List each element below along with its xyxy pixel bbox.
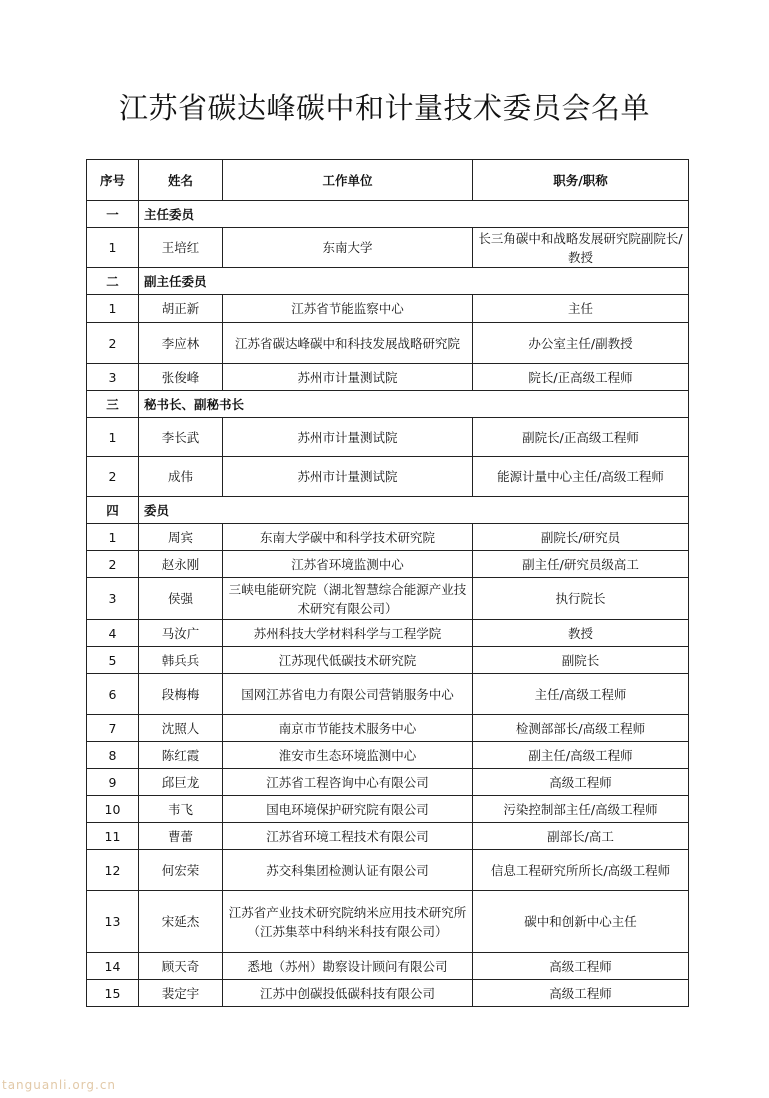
cell-position: 副主任/高级工程师 (473, 742, 689, 769)
cell-name: 胡正新 (139, 295, 223, 323)
cell-name: 赵永刚 (139, 551, 223, 578)
section-row (87, 497, 689, 524)
table-row (87, 418, 689, 457)
table-row (87, 228, 689, 268)
cell-unit: 三峡电能研究院（湖北智慧综合能源产业技术研究有限公司） (223, 578, 473, 620)
cell-unit: 江苏省节能监察中心 (223, 295, 473, 323)
table-row (87, 457, 689, 497)
cell-seq: 14 (87, 953, 139, 980)
member-table (86, 159, 689, 1007)
cell-unit: 江苏省产业技术研究院纳米应用技术研究所（江苏集萃中科纳米科技有限公司） (223, 891, 473, 953)
cell-seq: 8 (87, 742, 139, 769)
cell-seq: 2 (87, 457, 139, 497)
table-row (87, 715, 689, 742)
cell-name: 顾天奇 (139, 953, 223, 980)
header-seq: 序号 (87, 160, 139, 201)
table-row (87, 551, 689, 578)
section-number: 一 (87, 201, 139, 228)
cell-name: 何宏荣 (139, 850, 223, 891)
cell-unit: 淮安市生态环境监测中心 (223, 742, 473, 769)
cell-name: 李应林 (139, 323, 223, 364)
cell-position: 副院长/正高级工程师 (473, 418, 689, 457)
table-row (87, 323, 689, 364)
table-row (87, 578, 689, 620)
table-row (87, 524, 689, 551)
header-name: 姓名 (139, 160, 223, 201)
table-row (87, 953, 689, 980)
cell-seq: 10 (87, 796, 139, 823)
cell-position: 副主任/研究员级高工 (473, 551, 689, 578)
cell-seq: 1 (87, 228, 139, 268)
cell-unit: 苏交科集团检测认证有限公司 (223, 850, 473, 891)
cell-seq: 4 (87, 620, 139, 647)
table-row (87, 823, 689, 850)
cell-name: 曹蕾 (139, 823, 223, 850)
section-number: 三 (87, 391, 139, 418)
cell-name: 邱巨龙 (139, 769, 223, 796)
header-position: 职务/职称 (473, 160, 689, 201)
cell-unit: 国电环境保护研究院有限公司 (223, 796, 473, 823)
cell-name: 沈照人 (139, 715, 223, 742)
cell-name: 王培红 (139, 228, 223, 268)
cell-position: 高级工程师 (473, 953, 689, 980)
table-header-row (87, 160, 689, 201)
cell-unit: 江苏现代低碳技术研究院 (223, 647, 473, 674)
table-row (87, 891, 689, 953)
cell-position: 碳中和创新中心主任 (473, 891, 689, 953)
cell-name: 段梅梅 (139, 674, 223, 715)
cell-name: 李长武 (139, 418, 223, 457)
cell-position: 高级工程师 (473, 769, 689, 796)
cell-position: 副部长/高工 (473, 823, 689, 850)
cell-name: 侯强 (139, 578, 223, 620)
cell-seq: 2 (87, 551, 139, 578)
cell-position: 副院长/研究员 (473, 524, 689, 551)
cell-position: 副院长 (473, 647, 689, 674)
cell-seq: 15 (87, 980, 139, 1007)
document-title: 江苏省碳达峰碳中和计量技术委员会名单 (118, 91, 650, 125)
table-row (87, 980, 689, 1007)
section-label: 副主任委员 (139, 268, 689, 295)
cell-seq: 13 (87, 891, 139, 953)
table-row (87, 742, 689, 769)
section-number: 四 (87, 497, 139, 524)
cell-position: 检测部部长/高级工程师 (473, 715, 689, 742)
table-row (87, 674, 689, 715)
cell-seq: 11 (87, 823, 139, 850)
section-row (87, 391, 689, 418)
cell-position: 主任/高级工程师 (473, 674, 689, 715)
cell-name: 马汝广 (139, 620, 223, 647)
cell-unit: 东南大学碳中和科学技术研究院 (223, 524, 473, 551)
table-row (87, 364, 689, 391)
cell-unit: 悉地（苏州）勘察设计顾问有限公司 (223, 953, 473, 980)
cell-seq: 12 (87, 850, 139, 891)
cell-name: 张俊峰 (139, 364, 223, 391)
cell-name: 裴定宇 (139, 980, 223, 1007)
cell-position: 办公室主任/副教授 (473, 323, 689, 364)
cell-unit: 苏州市计量测试院 (223, 457, 473, 497)
site-watermark: tanguanli.org.cn (2, 1078, 117, 1092)
table-row (87, 769, 689, 796)
cell-name: 陈红霞 (139, 742, 223, 769)
cell-position: 长三角碳中和战略发展研究院副院长/教授 (473, 228, 689, 268)
section-label: 委员 (139, 497, 689, 524)
cell-seq: 5 (87, 647, 139, 674)
header-unit: 工作单位 (223, 160, 473, 201)
cell-position: 教授 (473, 620, 689, 647)
cell-unit: 东南大学 (223, 228, 473, 268)
cell-unit: 江苏省工程咨询中心有限公司 (223, 769, 473, 796)
cell-seq: 6 (87, 674, 139, 715)
table-row (87, 850, 689, 891)
cell-unit: 南京市节能技术服务中心 (223, 715, 473, 742)
table-row (87, 620, 689, 647)
cell-name: 成伟 (139, 457, 223, 497)
cell-position: 主任 (473, 295, 689, 323)
table-row (87, 647, 689, 674)
cell-name: 宋延杰 (139, 891, 223, 953)
cell-unit: 苏州科技大学材料科学与工程学院 (223, 620, 473, 647)
cell-position: 污染控制部主任/高级工程师 (473, 796, 689, 823)
section-row (87, 201, 689, 228)
cell-name: 周宾 (139, 524, 223, 551)
cell-seq: 1 (87, 295, 139, 323)
cell-seq: 7 (87, 715, 139, 742)
cell-position: 院长/正高级工程师 (473, 364, 689, 391)
cell-seq: 1 (87, 524, 139, 551)
cell-seq: 3 (87, 364, 139, 391)
cell-seq: 3 (87, 578, 139, 620)
cell-seq: 2 (87, 323, 139, 364)
cell-name: 韩兵兵 (139, 647, 223, 674)
section-label: 秘书长、副秘书长 (139, 391, 689, 418)
cell-name: 韦飞 (139, 796, 223, 823)
table-row (87, 796, 689, 823)
section-label: 主任委员 (139, 201, 689, 228)
section-row (87, 268, 689, 295)
cell-unit: 江苏中创碳投低碳科技有限公司 (223, 980, 473, 1007)
cell-unit: 江苏省环境监测中心 (223, 551, 473, 578)
cell-unit: 国网江苏省电力有限公司营销服务中心 (223, 674, 473, 715)
table-row (87, 295, 689, 323)
cell-seq: 1 (87, 418, 139, 457)
cell-unit: 江苏省碳达峰碳中和科技发展战略研究院 (223, 323, 473, 364)
table-body (87, 201, 689, 1007)
cell-position: 高级工程师 (473, 980, 689, 1007)
cell-position: 能源计量中心主任/高级工程师 (473, 457, 689, 497)
section-number: 二 (87, 268, 139, 295)
cell-unit: 苏州市计量测试院 (223, 364, 473, 391)
cell-position: 执行院长 (473, 578, 689, 620)
cell-seq: 9 (87, 769, 139, 796)
cell-unit: 苏州市计量测试院 (223, 418, 473, 457)
cell-unit: 江苏省环境工程技术有限公司 (223, 823, 473, 850)
cell-position: 信息工程研究所所长/高级工程师 (473, 850, 689, 891)
